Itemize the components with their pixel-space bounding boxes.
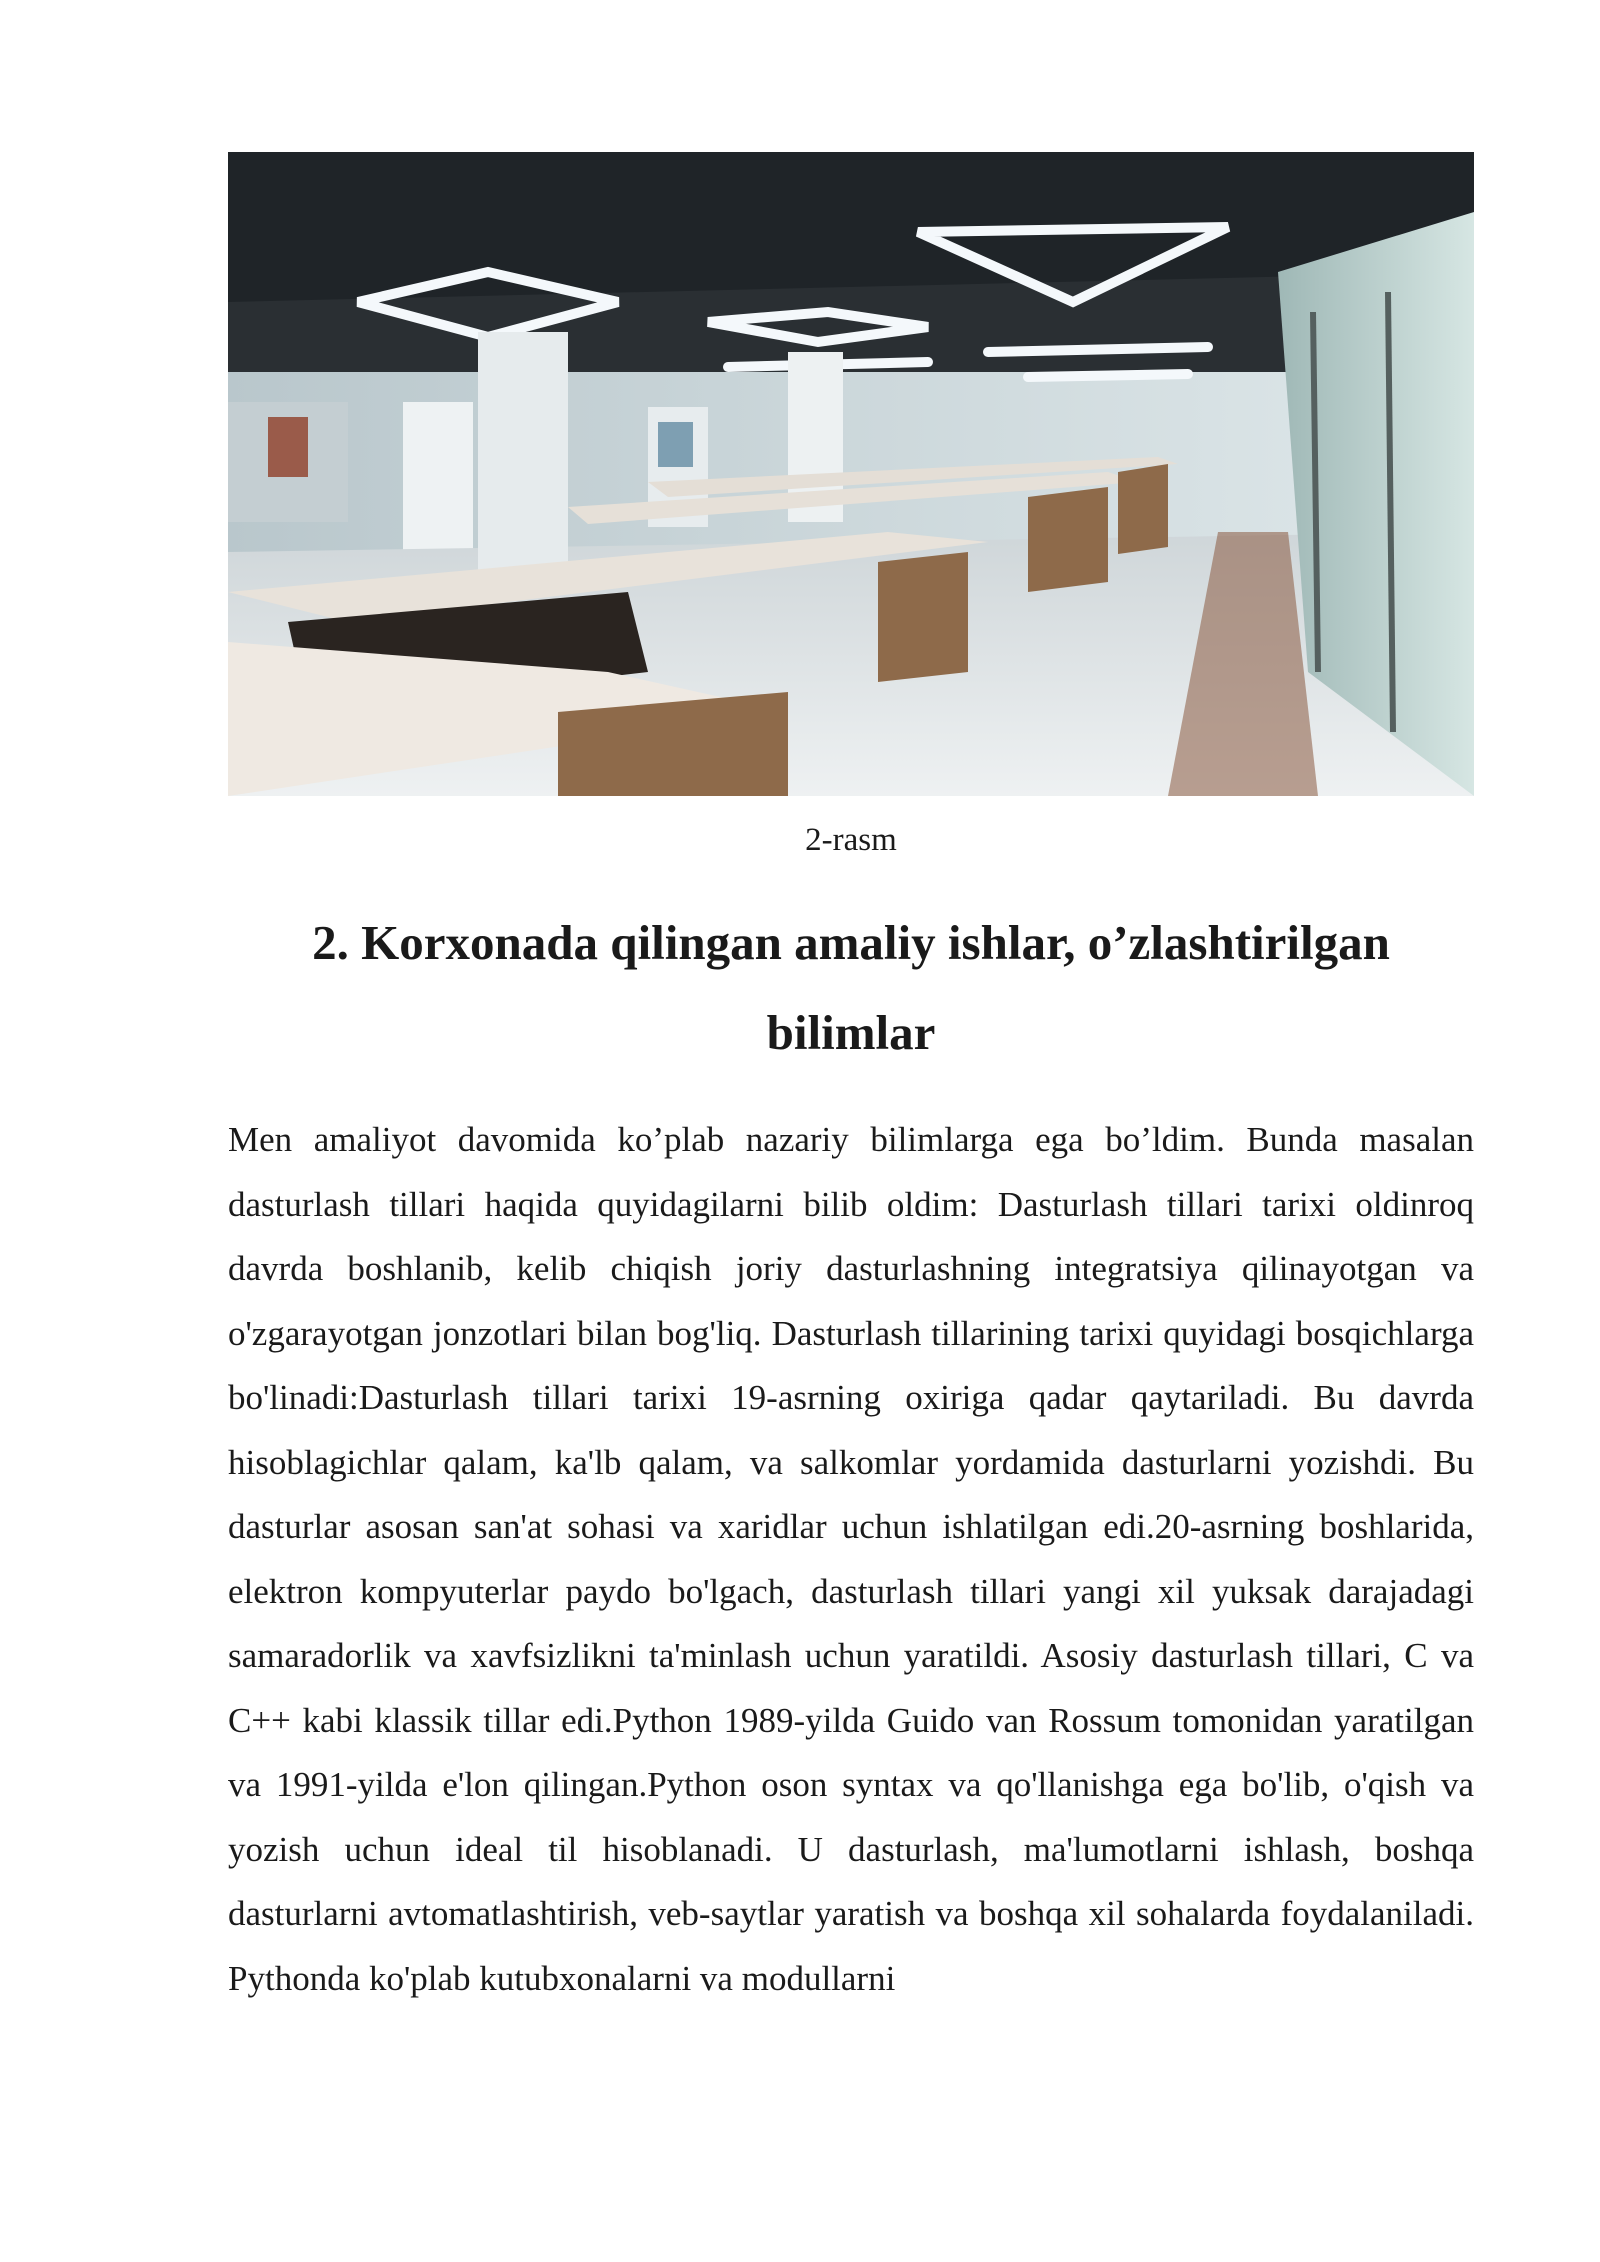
figure-caption: 2-rasm <box>805 822 897 858</box>
figure-image <box>228 152 1474 796</box>
section-heading: 2. Korxonada qilingan amaliy ishlar, o’zlashtirilgan bilimlar <box>312 915 1390 1060</box>
office-hall-photo <box>228 152 1474 796</box>
body-paragraph: Men amaliyot davomida ko’plab nazariy bilimlarga ega bo’ldim. Bunda masalan dasturlash tillari haqida quyidagilarni bilib oldim: Dasturlash tillari tarixi oldinroq davrda boshlanib, kelib chiqish joriy dasturlashning integratsiya qilinayotgan va o'zgarayotgan jonzotlari bilan bog'liq. Dasturlash tillarining tarixi quyidagi bosqichlarga bo'linadi:Dasturlash tillari tarixi 19-asrning oxiriga qadar qaytariladi. Bu davrda hisoblagichlar qalam, ka'lb qalam, va salkomlar yordamida dasturlarni yozishdi. Bu dasturlar asosan san'at sohasi va xaridlar uchun ishlatilgan edi.20-asrning boshlarida, elektron kompyuterlar paydo bo'lgach, dasturlash tillari yangi xil yuksak darajadagi samaradorlik va xavfsizlikni ta'minlash uchun yaratildi. Asosiy dasturlash tillari, C va C++ kabi klassik tillar edi.Python 1989-yilda Guido van Rossum tomonidan yaratilgan va 1991-yilda e'lon qilingan.Python oson syntax va qo'llanishga ega bo'lib, o'qish va yozish uchun ideal til hisoblanadi. U dasturlash, ma'lumotlarni ishlash, boshqa dasturlarni avtomatlashtirish, veb-saytlar yaratish va boshqa xil sohalarda foydalaniladi. Pythonda ko'plab kutubxonalarni va modullarni <box>228 1120 1474 1998</box>
